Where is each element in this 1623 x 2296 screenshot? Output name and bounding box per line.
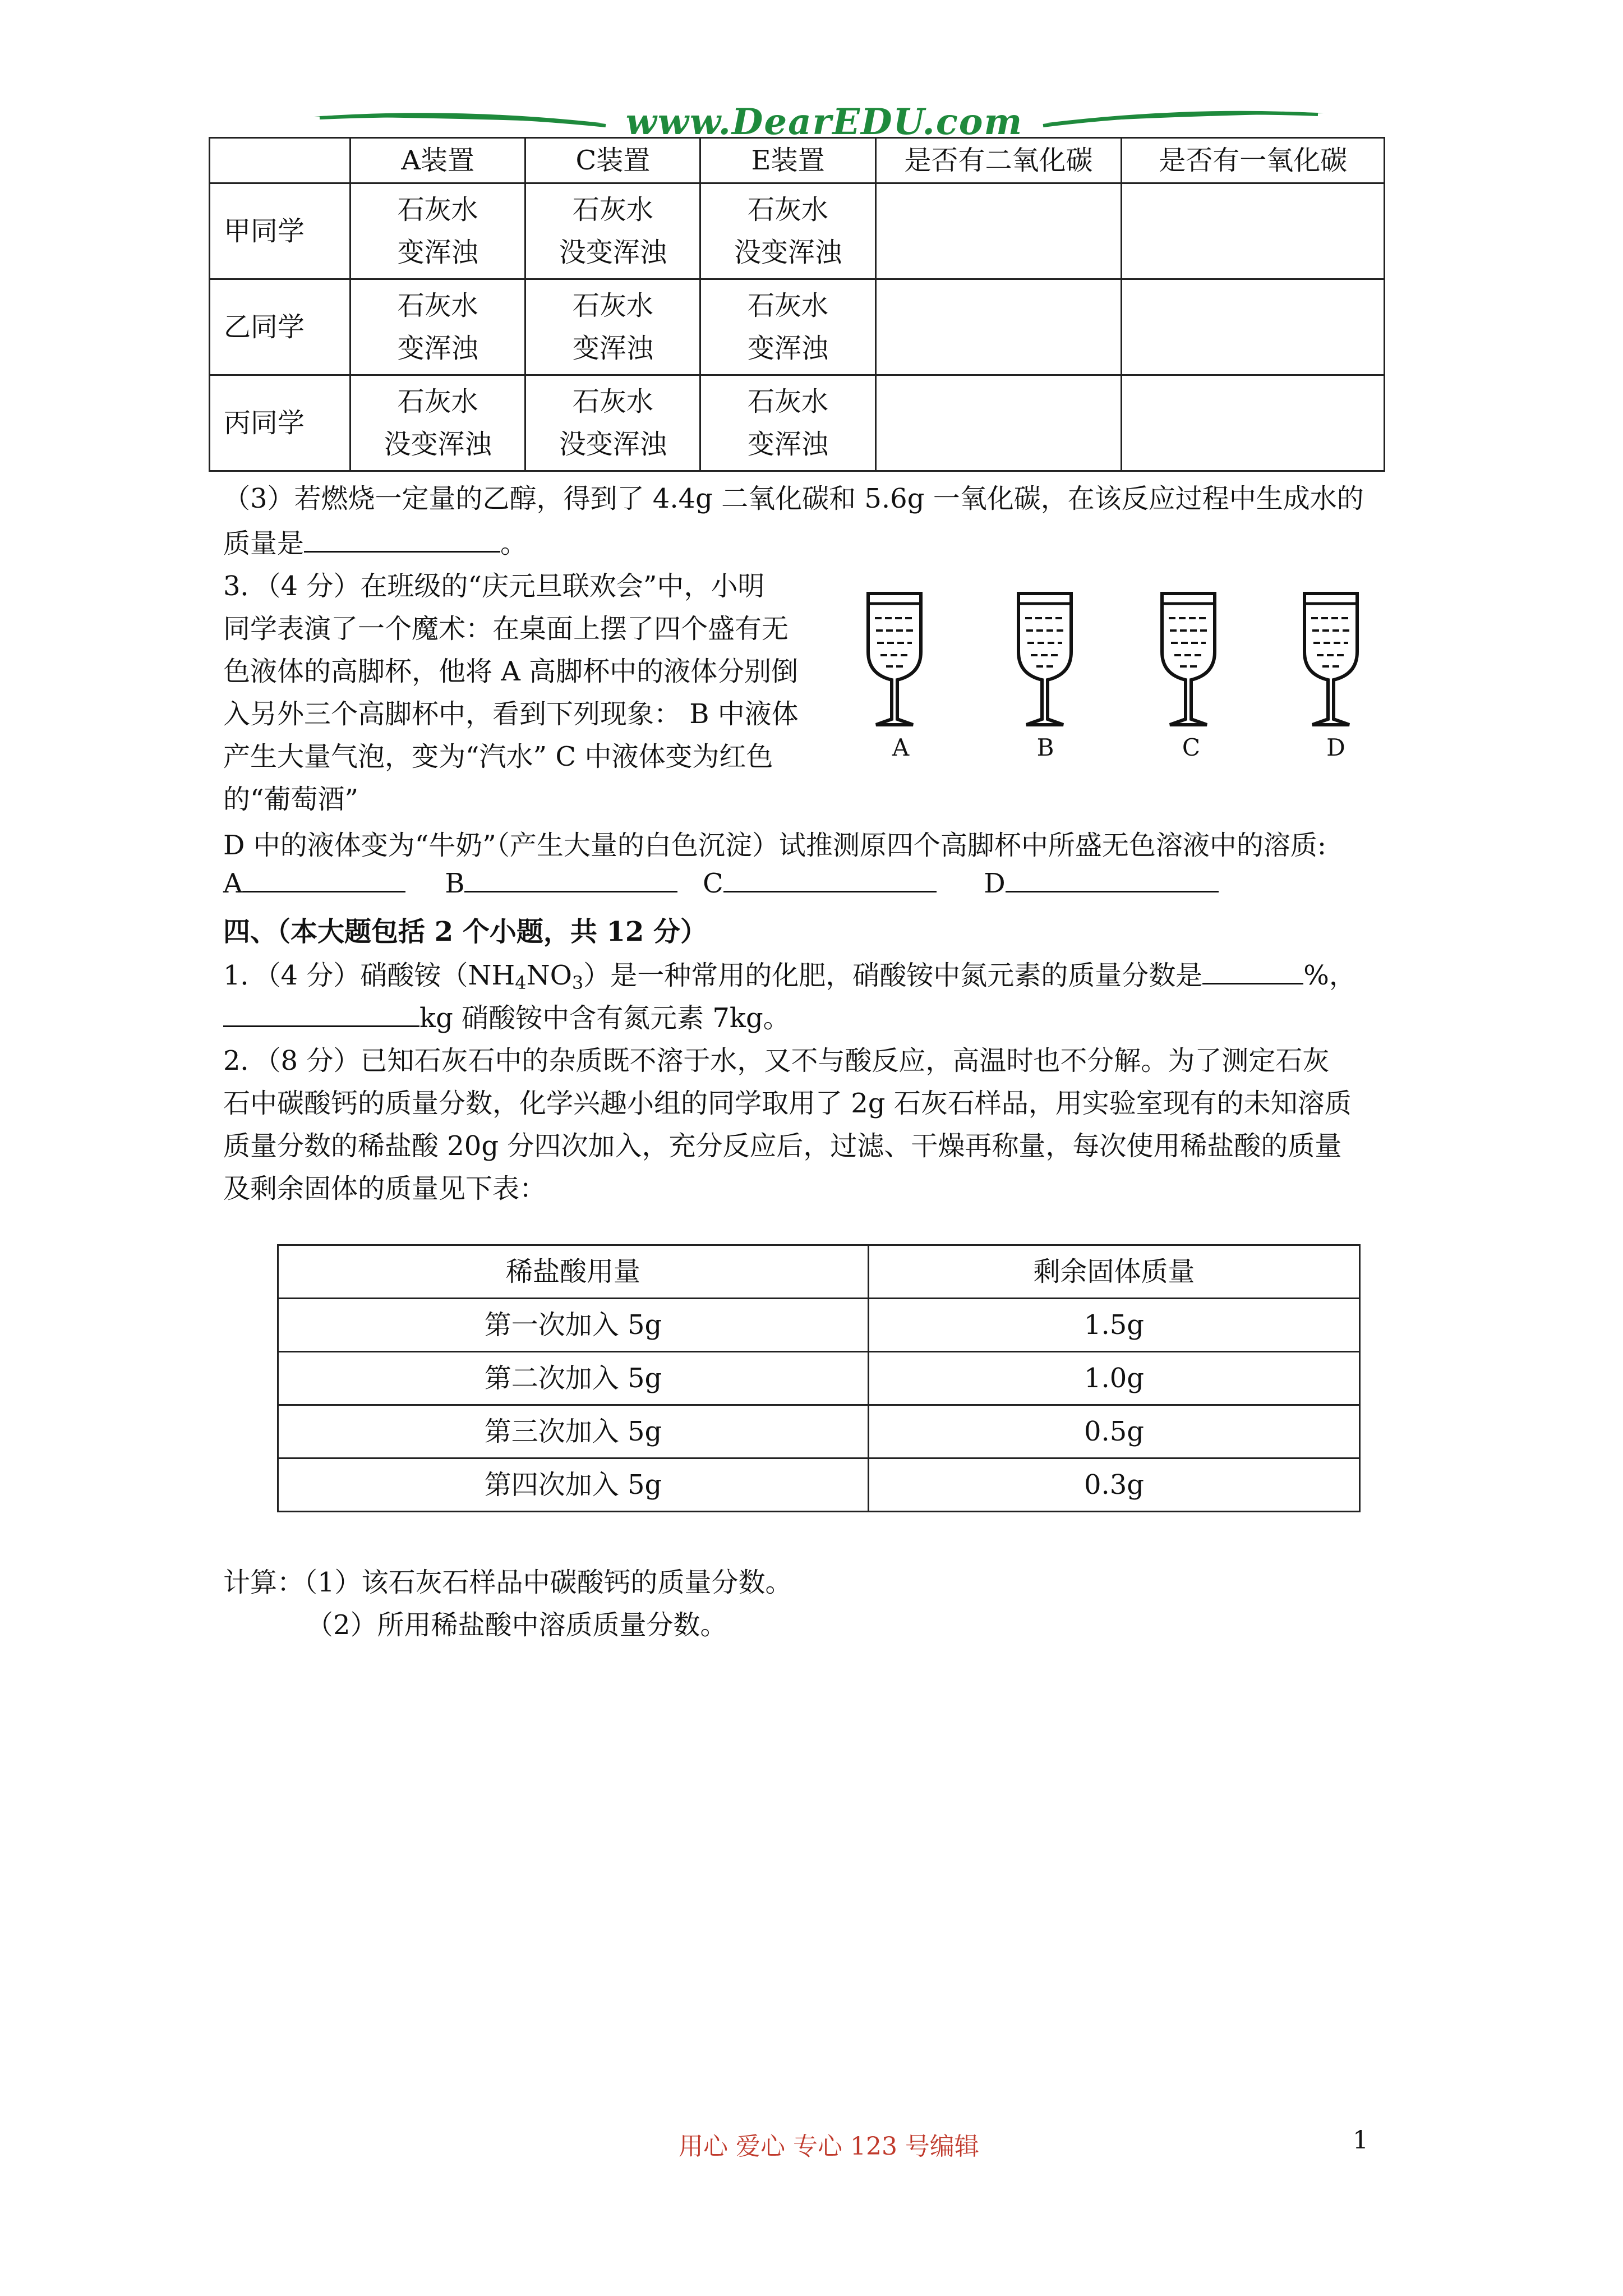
table-header-cell: C装置 <box>525 138 700 183</box>
s4-q1-text: %， <box>1303 960 1356 991</box>
table-cell <box>351 183 525 279</box>
cell-line: 石灰水 <box>748 194 829 226</box>
cell-line: 没变浑浊 <box>559 237 667 268</box>
q3-d-line: D 中的液体变为“牛奶”（产生大量的白色沉淀）试推测原四个高脚杯中所盛无色溶液中的溶质: <box>223 830 1326 861</box>
table-row <box>210 375 1385 471</box>
table-cell: 0.3g <box>869 1458 1360 1512</box>
table-cell: 0.5g <box>869 1405 1360 1458</box>
s4-q1-line1 <box>223 954 1356 993</box>
goblet-b-icon <box>1014 590 1076 730</box>
q3-line: 入另外三个高脚杯中，看到下列现象： B 中液体 <box>223 698 799 730</box>
cell-line: 变浑浊 <box>397 333 478 364</box>
table-header-cell: E装置 <box>700 138 875 183</box>
answer-blank[interactable] <box>223 1001 419 1027</box>
q2-3-prefix: 质量是 <box>223 528 305 559</box>
student-name: 甲同学 <box>210 183 351 279</box>
table-cell <box>351 279 525 375</box>
table-header-cell <box>210 138 351 183</box>
answer-label: B <box>445 868 465 899</box>
cell-line: 石灰水 <box>397 386 478 417</box>
answer-blank[interactable] <box>243 866 405 892</box>
s4-q2-line: 质量分数的稀盐酸 20g 分四次加入，充分反应后，过滤、干燥再称量，每次使用稀盐酸的质量 <box>223 1130 1342 1162</box>
answer-label: C <box>703 868 723 899</box>
glass-label: D <box>1326 734 1345 761</box>
q3-line: 色液体的高脚杯，他将 A 高脚杯中的液体分别倒 <box>223 656 799 687</box>
table-cell: 1.5g <box>869 1299 1360 1352</box>
cell-line: 没变浑浊 <box>734 237 842 268</box>
answer-blank[interactable] <box>723 866 937 892</box>
goblet-d-icon <box>1300 590 1362 730</box>
s4-q2-line: 2．（8 分）已知石灰石中的杂质既不溶于水，又不与酸反应，高温时也不分解。为了测定石灰 <box>223 1045 1330 1076</box>
student-name: 乙同学 <box>210 279 351 375</box>
glass-label: A <box>892 734 910 761</box>
cell-line: 没变浑浊 <box>559 429 667 460</box>
table-cell <box>525 279 700 375</box>
answer-label: A <box>223 868 243 899</box>
cell-line: 石灰水 <box>748 290 829 321</box>
answer-cell <box>1122 183 1385 279</box>
q3-line: 的“葡萄酒” <box>223 784 359 815</box>
cell-line: 石灰水 <box>397 194 478 226</box>
glass-label: B <box>1036 734 1054 761</box>
cell-line: 变浑浊 <box>748 333 829 364</box>
q3-answer-line <box>223 866 1219 899</box>
table-row <box>278 1352 1360 1405</box>
table-cell <box>525 375 700 471</box>
section-4-title: 四、（本大题包括 2 个小题，共 12 分） <box>223 916 708 947</box>
acid-table <box>277 1244 1361 1512</box>
q2-3-line1: （3）若燃烧一定量的乙醇，得到了 4.4g 二氧化碳和 5.6g 一氧化碳，在该反应过程中生成水的 <box>223 483 1364 514</box>
answer-blank[interactable] <box>464 866 677 892</box>
subscript: 4 <box>515 972 527 993</box>
q3-line: 同学表演了一个魔术：在桌面上摆了四个盛有无 <box>223 613 789 645</box>
q2-3-suffix: 。 <box>500 528 528 559</box>
q3-line: 产生大量气泡，变为“汽水” C 中液体变为红色 <box>223 741 773 772</box>
answer-blank[interactable] <box>304 526 500 553</box>
table-row <box>210 183 1385 279</box>
table-cell <box>525 183 700 279</box>
s4-q1-line2 <box>223 996 790 1035</box>
student-name: 丙同学 <box>210 375 351 471</box>
table-header-cell: 是否有一氧化碳 <box>1122 138 1385 183</box>
cell-line: 变浑浊 <box>397 237 478 268</box>
answer-cell <box>1122 279 1385 375</box>
cell-line: 石灰水 <box>572 194 653 226</box>
s4-q1-text: ）是一种常用的化肥，硝酸铵中氮元素的质量分数是 <box>583 960 1203 991</box>
glass-label: C <box>1182 734 1201 761</box>
cell-line: 石灰水 <box>397 290 478 321</box>
goblet-c-icon <box>1158 590 1219 730</box>
goblet-a-icon <box>864 590 925 730</box>
table-cell: 第三次加入 5g <box>278 1405 869 1458</box>
table-cell: 第一次加入 5g <box>278 1299 869 1352</box>
table-header-cell: A装置 <box>351 138 525 183</box>
q2-3-line2 <box>223 522 527 560</box>
table-cell <box>700 279 875 375</box>
answer-cell <box>875 375 1122 471</box>
table-cell <box>351 375 525 471</box>
answer-cell <box>875 279 1122 375</box>
cell-line: 没变浑浊 <box>384 429 492 460</box>
table-cell <box>700 183 875 279</box>
footer-text: 用心 爱心 专心 123 号编辑 <box>679 2132 979 2161</box>
table-cell <box>700 375 875 471</box>
table-cell: 1.0g <box>869 1352 1360 1405</box>
results-table <box>209 137 1385 472</box>
answer-cell <box>1122 375 1385 471</box>
cell-line: 变浑浊 <box>748 429 829 460</box>
cell-line: 变浑浊 <box>572 333 653 364</box>
calc-line2: （2）所用稀盐酸中溶质质量分数。 <box>306 1609 727 1641</box>
subscript: 3 <box>571 972 584 993</box>
q3-line: 3．（4 分）在班级的“庆元旦联欢会”中，小明 <box>223 570 765 602</box>
table-header-row <box>278 1245 1360 1299</box>
cell-line: 石灰水 <box>572 386 653 417</box>
table-row <box>210 279 1385 375</box>
answer-blank[interactable] <box>1006 866 1219 892</box>
table-header-cell: 剩余固体质量 <box>869 1245 1360 1299</box>
s4-q1-text: NO <box>526 960 572 991</box>
table-header-cell: 稀盐酸用量 <box>278 1245 869 1299</box>
s4-q2-line: 石中碳酸钙的质量分数，化学兴趣小组的同学取用了 2g 石灰石样品，用实验室现有的未知溶质 <box>223 1088 1352 1119</box>
table-cell: 第二次加入 5g <box>278 1352 869 1405</box>
site-url: www.DearEDU.com <box>625 101 1023 143</box>
cell-line: 石灰水 <box>572 290 653 321</box>
table-row <box>278 1405 1360 1458</box>
s4-q2-line: 及剩余固体的质量见下表： <box>223 1173 547 1204</box>
s4-q1-text: kg 硝酸铵中含有氮元素 7kg。 <box>419 1002 790 1034</box>
table-header-row <box>210 138 1385 183</box>
answer-label: D <box>984 868 1006 899</box>
answer-cell <box>875 183 1122 279</box>
calc-line1: 计算：（1）该石灰石样品中碳酸钙的质量分数。 <box>223 1567 792 1598</box>
table-cell: 第四次加入 5g <box>278 1458 869 1512</box>
answer-blank[interactable] <box>1202 958 1303 984</box>
table-row <box>278 1299 1360 1352</box>
cell-line: 石灰水 <box>748 386 829 417</box>
table-row <box>278 1458 1360 1512</box>
table-header-cell: 是否有二氧化碳 <box>875 138 1122 183</box>
page-number: 1 <box>1353 2126 1368 2155</box>
s4-q1-text: 1．（4 分）硝酸铵（NH <box>223 960 515 991</box>
